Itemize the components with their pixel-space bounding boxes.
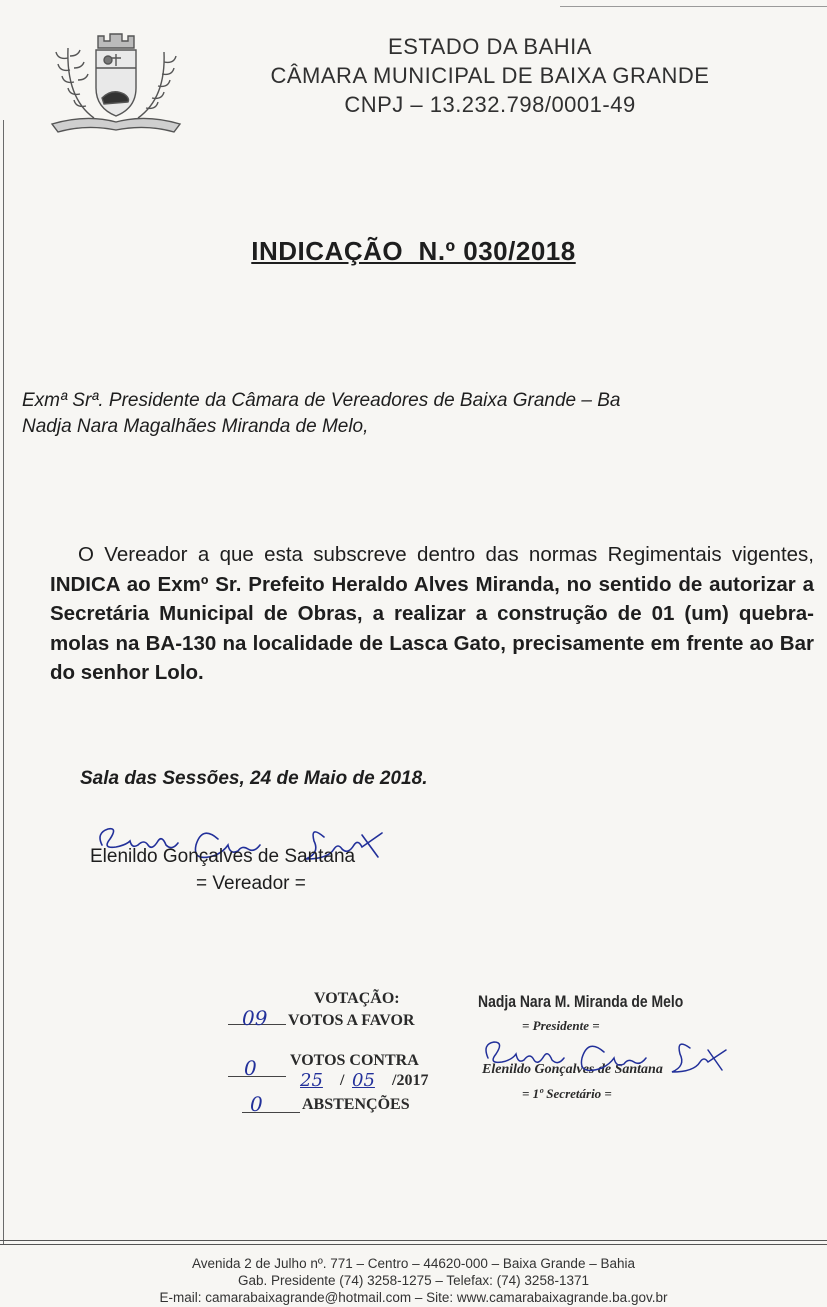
favor-label: VOTOS A FAVOR	[288, 1012, 415, 1029]
abstention-count: 0	[250, 1092, 263, 1116]
header-state: ESTADO DA BAHIA	[388, 34, 592, 59]
indication-body	[50, 540, 814, 688]
secretary-name: Elenildo Gonçalves de Santana	[482, 1062, 663, 1077]
contra-line	[228, 1076, 286, 1077]
header-cnpj: CNPJ – 13.232.798/0001-49	[344, 92, 636, 117]
body-part-1: O Vereador a que esta subscreve dentro das normas Regimentais vigentes,	[78, 543, 814, 566]
document-title	[0, 236, 827, 267]
session-date: Sala das Sessões, 24 de Maio de 2018.	[80, 768, 428, 789]
header-chamber: CÂMARA MUNICIPAL DE BAIXA GRANDE	[270, 63, 710, 88]
addressee-line-1: Exmª Srª. Presidente da Câmara de Vereadores de Baixa Grande – Ba	[22, 390, 621, 411]
abstention-label: ABSTENÇÕES	[302, 1096, 410, 1113]
president-name: Nadja Nara M. Miranda de Melo	[478, 992, 684, 1011]
favor-count: 09	[242, 1006, 268, 1030]
vote-date-slash: /	[340, 1072, 345, 1089]
footer-divider-top	[0, 1240, 827, 1241]
body-part-2: ao Exmº Sr. Prefeito Heraldo Alves Miranda,	[119, 572, 567, 596]
footer-email-site: E-mail: camarabaixagrande@hotmail.com – Site: www.camarabaixagrande.ba.gov.br	[159, 1290, 668, 1305]
secretary-signature-icon	[480, 1034, 730, 1082]
coat-of-arms-icon	[46, 28, 186, 136]
president-role: = Presidente =	[522, 1018, 600, 1033]
footer-phones: Gab. Presidente (74) 3258-1275 – Telefax: (74) 3258-1371	[238, 1273, 589, 1288]
vote-date-year: /2017	[392, 1072, 429, 1089]
top-edge-line	[560, 6, 827, 7]
body-indica: INDICA	[50, 572, 120, 596]
signer-name: Elenildo Gonçalves de Santana	[90, 846, 356, 867]
body-part-3: no sentido de autorizar a Secretária Municipal de Obras, a realizar a construção de 01 (um) quebra-molas na BA-130 na localidade de Lasca Gato, precisamente em frente ao Bar do senhor Lolo.	[50, 572, 814, 684]
addressee-block	[22, 388, 812, 440]
signer-role: = Vereador =	[196, 873, 306, 894]
vote-date-month: 05	[352, 1070, 375, 1091]
title-text: INDICAÇÃO N.º 030/2018	[251, 236, 576, 266]
voting-heading: VOTAÇÃO:	[314, 990, 400, 1007]
left-margin-line	[3, 120, 4, 1245]
secretary-role: = 1º Secretário =	[522, 1086, 612, 1101]
footer-contact	[0, 1255, 827, 1306]
institution-header	[230, 32, 750, 119]
footer-divider-bottom	[0, 1244, 827, 1245]
addressee-line-2: Nadja Nara Magalhães Miranda de Melo,	[22, 416, 369, 437]
contra-label: VOTOS CONTRA	[290, 1052, 419, 1069]
vote-date-day: 25	[300, 1070, 323, 1091]
contra-count: 0	[244, 1056, 257, 1080]
footer-address: Avenida 2 de Julho nº. 771 – Centro – 44620-000 – Baixa Grande – Bahia	[191, 1256, 635, 1271]
